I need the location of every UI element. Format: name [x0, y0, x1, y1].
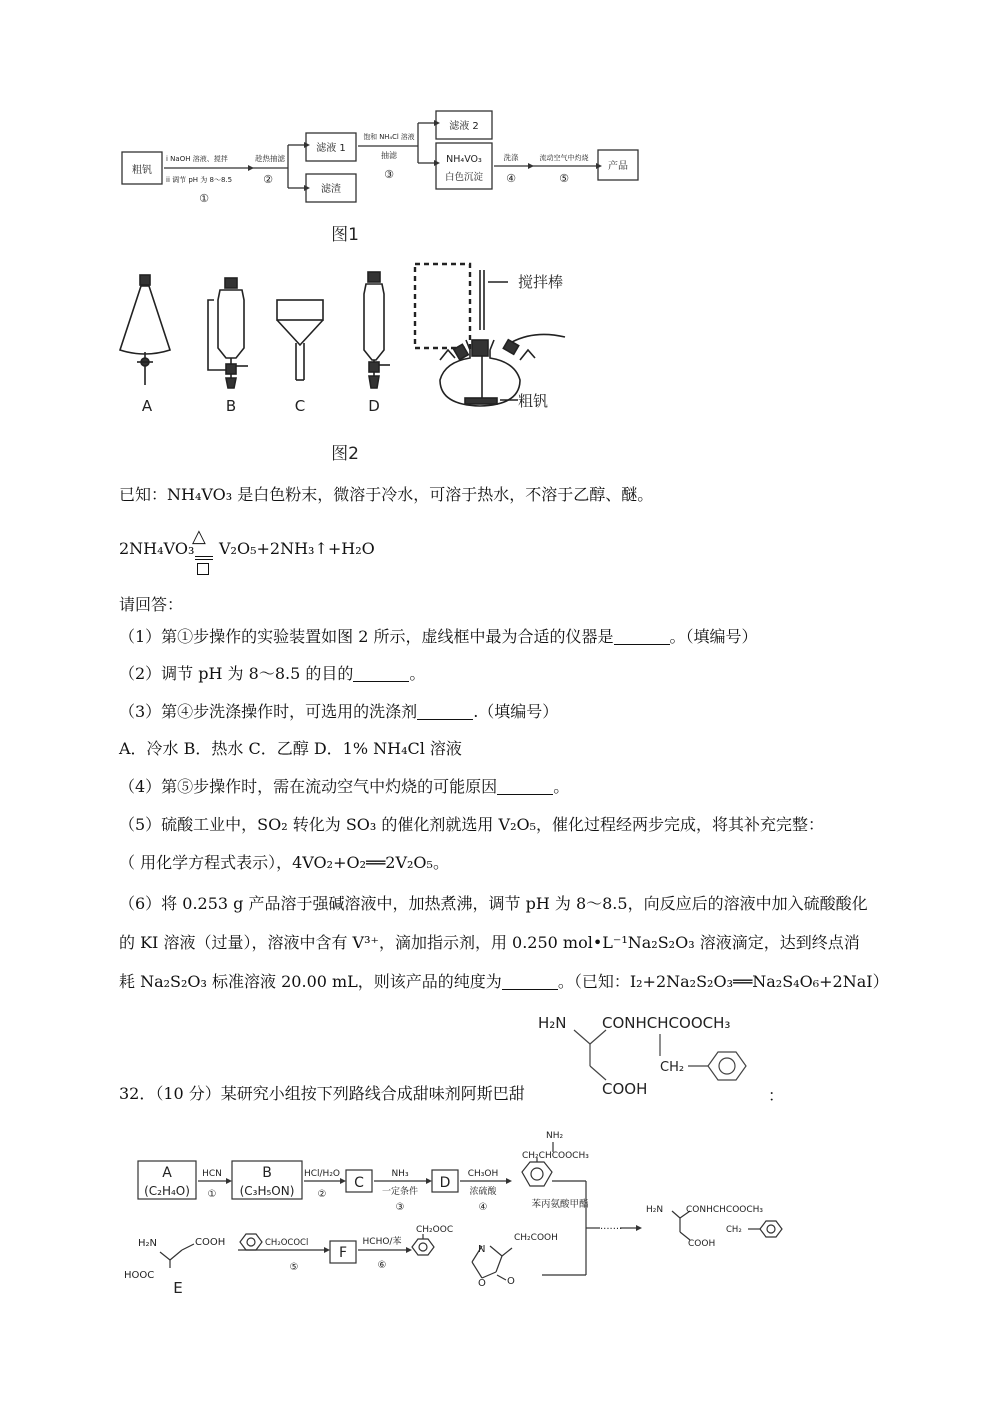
step2-label: 趁热抽滤 [255, 154, 285, 163]
r4-top: CH₃OH [467, 1169, 499, 1179]
step1-top: i NaOH 溶液、搅拌 [166, 155, 228, 163]
ox-left: CH₂OOC [416, 1225, 454, 1235]
r2-reagent: HCl/H₂O [303, 1169, 341, 1179]
eq-bar-top [195, 556, 213, 557]
box-b-label: B [262, 1165, 272, 1181]
figure2-caption: 图2 [331, 444, 359, 464]
r5-num: ⑤ [289, 1262, 299, 1273]
apparatus-a [120, 275, 170, 385]
q1-blank[interactable] [614, 630, 670, 645]
e-label: E [173, 1279, 183, 1297]
question-2: （2）调节 pH 为 8～8.5 的目的 。 [119, 664, 426, 683]
question-5-line2: （ 用化学方程式表示），4VO₂+O₂══2V₂O₅。 [119, 853, 449, 872]
q2-blank[interactable] [353, 667, 409, 682]
aspartame-chain: CONHCHCOOCH₃ [602, 1014, 731, 1032]
box-a-formula: (C₂H₄O) [144, 1184, 190, 1198]
r3-num: ③ [395, 1202, 405, 1213]
r6-num: ⑥ [377, 1260, 387, 1271]
box-a-label: A [162, 1165, 172, 1181]
step2-num: ② [263, 173, 273, 186]
ox-right: CH₂COOH [514, 1233, 558, 1243]
route-dots: ······· [600, 1224, 623, 1235]
eq-box-icon [197, 563, 209, 575]
r2-num: ② [317, 1189, 327, 1200]
ox-n: N [478, 1244, 486, 1255]
box-precip-desc: 白色沉淀 [444, 172, 484, 183]
question-32-text: 32．（10 分）某研究小组按下列路线合成甜味剂阿斯巴甜 [119, 1084, 525, 1103]
q4-blank[interactable] [497, 780, 553, 795]
figure2-apparatus [0, 250, 1000, 470]
r4-bottom: 浓硫酸 [469, 1187, 497, 1197]
phe-nh2: NH₂ [546, 1131, 564, 1141]
box-crude: 粗钒 [132, 165, 152, 176]
r3-bottom: 一定条件 [381, 1187, 419, 1197]
box-c-label: C [354, 1175, 364, 1191]
label-c: C [294, 397, 306, 415]
flask-crude-label: 粗钒 [518, 392, 549, 410]
synthesis-route [0, 1118, 1000, 1298]
step1-num: ① [199, 192, 209, 205]
label-d: D [368, 397, 380, 415]
question-6-line1: （6）将 0.253 g 产品溶于强碱溶液中，加热煮沸，调节 pH 为 8～8.5，向反应后的溶液中加入硫酸酸化 [119, 894, 868, 913]
question-3-options: A．冷水 B．热水 C．乙醇 D．1% NH₄Cl 溶液 [119, 739, 462, 758]
question-4: （4）第⑤步操作时，需在流动空气中灼烧的可能原因 。 [119, 777, 570, 796]
prod-cooh: COOH [688, 1239, 716, 1249]
stirrer-label: 搅拌棒 [518, 273, 564, 291]
step4-label: 洗涤 [503, 153, 519, 162]
aspartame-ch2: CH₂ [660, 1060, 685, 1075]
phe-chain: CH₂CHCOOCH₃ [522, 1151, 589, 1161]
answer-intro: 请回答： [119, 595, 184, 614]
apparatus-b [208, 278, 248, 388]
figure1-caption: 图1 [331, 225, 359, 245]
question-1: （1）第①步操作的实验装置如图 2 所示，虚线框中最为合适的仪器是 。（填编号） [119, 627, 758, 646]
r1-reagent: HCN [202, 1169, 222, 1179]
box-product: 产品 [608, 161, 628, 172]
question-3: （3）第④步洗涤操作时，可选用的洗涤剂 .（填编号） [119, 702, 559, 721]
label-b: B [225, 397, 237, 415]
step4-num: ④ [506, 172, 516, 185]
prod-chain: CONHCHCOOCH₃ [686, 1205, 764, 1215]
apparatus-c [277, 300, 323, 380]
step1-bottom: ii 调节 pH 为 8～8.5 [166, 176, 233, 184]
eq-left: 2NH₄VO₃ [119, 539, 195, 558]
box-filtrate2: 滤液 2 [449, 121, 479, 132]
r4-num: ④ [478, 1202, 488, 1213]
ox-o: O [478, 1278, 486, 1289]
question-5-line1: （5）硫酸工业中，SO₂ 转化为 SO₃ 的催化剂就选用 V₂O₅，催化过程经两步完成，将其补充完整： [119, 815, 825, 834]
step5-num: ⑤ [559, 172, 569, 185]
question-6-line2: 的 KI 溶液（过量），溶液中含有 V³⁺，滴加指示剂，用 0.250 mol•L⁻¹Na₂S₂O₃ 溶液滴定，达到终点消 [119, 933, 860, 952]
q6-blank[interactable] [502, 975, 558, 990]
box-precip-formula: NH₄VO₃ [446, 154, 482, 165]
e-h2n: H₂N [138, 1238, 158, 1249]
eq-heat-icon: △ [192, 526, 206, 547]
figure1-flowchart [0, 0, 1000, 250]
r5-reagent: CH₂OCOCl [265, 1238, 309, 1248]
phe-name: 苯丙氨酸甲酯 [531, 1199, 589, 1210]
r3-top: NH₃ [391, 1169, 409, 1179]
q3-blank[interactable] [417, 705, 473, 720]
box-f-label: F [338, 1245, 348, 1261]
step3-mid: 抽滤 [381, 151, 397, 160]
aspartame-h2n: H₂N [538, 1014, 567, 1032]
apparatus-d [364, 272, 390, 388]
step3-num: ③ [384, 168, 394, 181]
eq-right: V₂O₅+2NH₃↑+H₂O [219, 539, 375, 558]
eq-bar-bottom [195, 559, 213, 560]
e-cooh: COOH [195, 1237, 226, 1248]
step3-top: 饱和 NH₄Cl 溶液 [363, 133, 415, 141]
label-a: A [141, 397, 153, 415]
box-b-formula: (C₃H₅ON) [239, 1184, 295, 1198]
r1-num: ① [207, 1189, 217, 1200]
e-hooc: HOOC [124, 1270, 155, 1281]
r6-top: HCHO/苯 [362, 1237, 402, 1247]
box-d-label: D [439, 1175, 451, 1191]
aspartame-cooh: COOH [602, 1080, 648, 1098]
box-filtrate1: 滤液 1 [316, 143, 346, 154]
decomposition-equation [119, 526, 419, 574]
step5-label: 流动空气中灼烧 [539, 154, 589, 162]
prod-h2n: H₂N [646, 1205, 664, 1215]
question-6-line3: 耗 Na₂S₂O₃ 标准溶液 20.00 mL，则该产品的纯度为 。（已知：I₂+2Na₂S₂O₃══Na₂S₄O₆+2NaI） [119, 972, 889, 991]
ox-co: O [507, 1276, 515, 1287]
aspartame-structure [530, 1008, 790, 1103]
question-32-end: ： [768, 1086, 785, 1105]
known-line: 已知：NH₄VO₃ 是白色粉末，微溶于冷水，可溶于热水，不溶于乙醇、醚。 [119, 485, 654, 504]
prod-ch2: CH₂ [726, 1225, 742, 1235]
box-residue: 滤渣 [321, 184, 341, 195]
